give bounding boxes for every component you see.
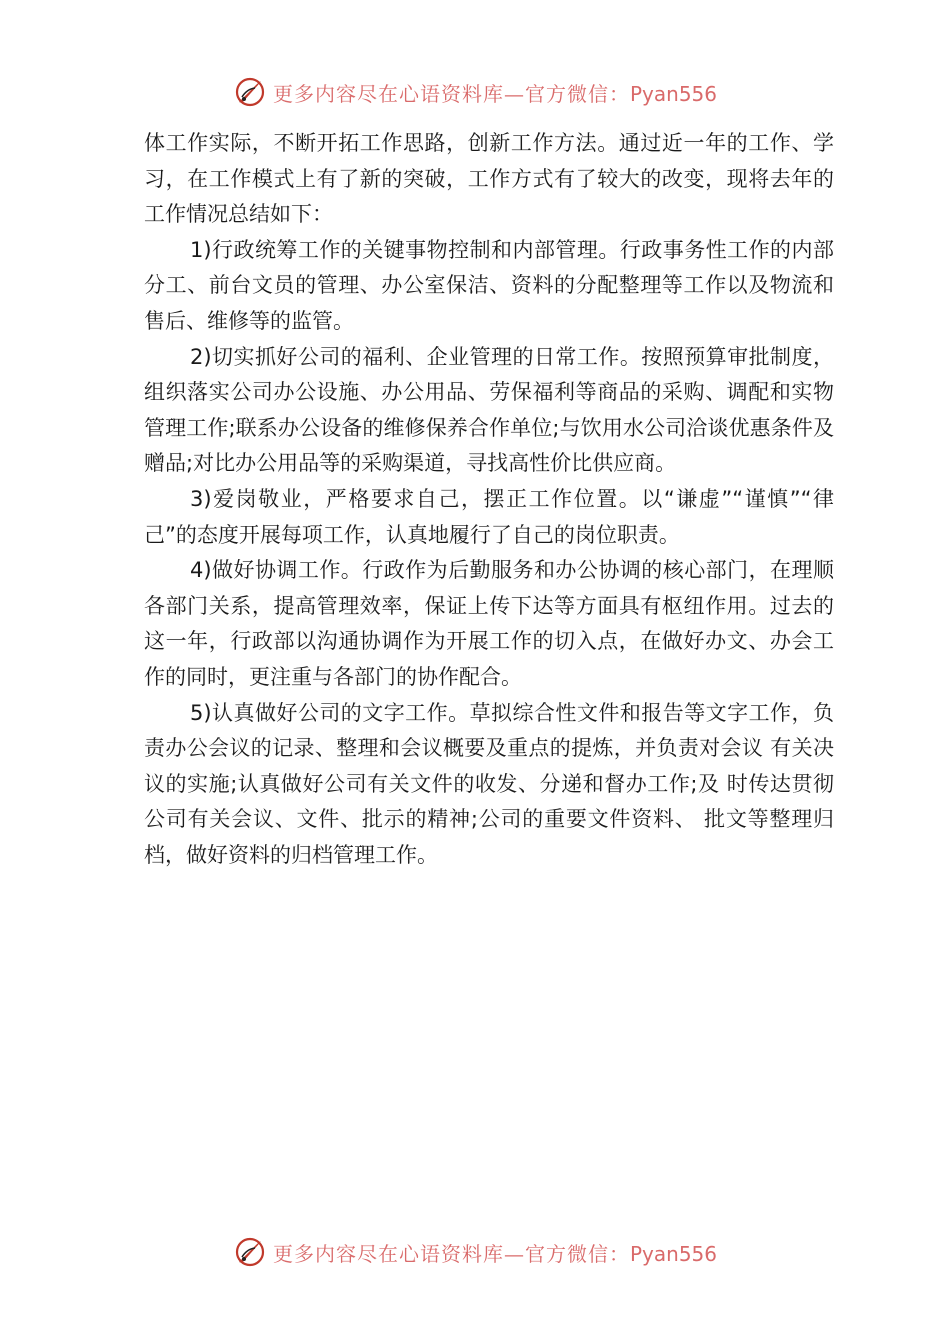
banner-text	[273, 1238, 717, 1267]
paragraph-item-2: 2)切实抓好公司的福利、企业管理的日常工作。按照预算审批制度，组织落实公司办公设施、办公用品、劳保福利等商品的采购、调配和实物管理工作;联系办公设备的维修保养合作单位;与饮用水公司洽谈优惠条件及赠品;对比办公用品等的采购渠道，寻找高性价比供应商。	[144, 344, 834, 476]
footer-banner	[0, 1232, 950, 1272]
pen-logo-icon	[233, 1235, 267, 1269]
document-body	[144, 126, 834, 873]
paragraph-intro: 体工作实际，不断开拓工作思路，创新工作方法。通过近一年的工作、学习，在工作模式上有了新的突破，工作方式有了较大的改变，现将去年的工作情况总结如下：	[144, 131, 834, 227]
banner-text	[273, 78, 717, 107]
pen-logo-icon	[233, 75, 267, 109]
banner-wechat-id: Pyan556	[629, 1241, 717, 1266]
banner-wechat-id: Pyan556	[629, 81, 717, 106]
paragraph-item-5: 5)认真做好公司的文字工作。草拟综合性文件和报告等文字工作，负责办公会议的记录、整理和会议概要及重点的提炼，并负责对会议 有关决议的实施;认真做好公司有关文件的收发、分递和督办工作;及 时传达贯彻公司有关会议、文件、批示的精神;公司的重要文件资料、 批文等整理归档，做好资料的归档管理工作。	[144, 700, 834, 867]
paragraph-item-3: 3)爱岗敬业，严格要求自己，摆正工作位置。以“谦虚”“谨慎”“律己”的态度开展每项工作，认真地履行了自己的岗位职责。	[144, 486, 834, 547]
banner-slogan: 更多内容尽在心语资料库—官方微信：	[272, 1241, 630, 1266]
paragraph-item-1: 1)行政统筹工作的关键事物控制和内部管理。行政事务性工作的内部分工、前台文员的管理、办公室保洁、资料的分配整理等工作以及物流和售后、维修等的监管。	[144, 237, 834, 333]
paragraph-item-4: 4)做好协调工作。行政作为后勤服务和办公协调的核心部门，在理顺各部门关系，提高管理效率，保证上传下达等方面具有枢纽作用。过去的这一年，行政部以沟通协调作为开展工作的切入点，在做好办文、办会工作的同时，更注重与各部门的协作配合。	[144, 558, 834, 689]
banner-slogan: 更多内容尽在心语资料库—官方微信：	[272, 81, 630, 106]
header-banner	[0, 72, 950, 112]
